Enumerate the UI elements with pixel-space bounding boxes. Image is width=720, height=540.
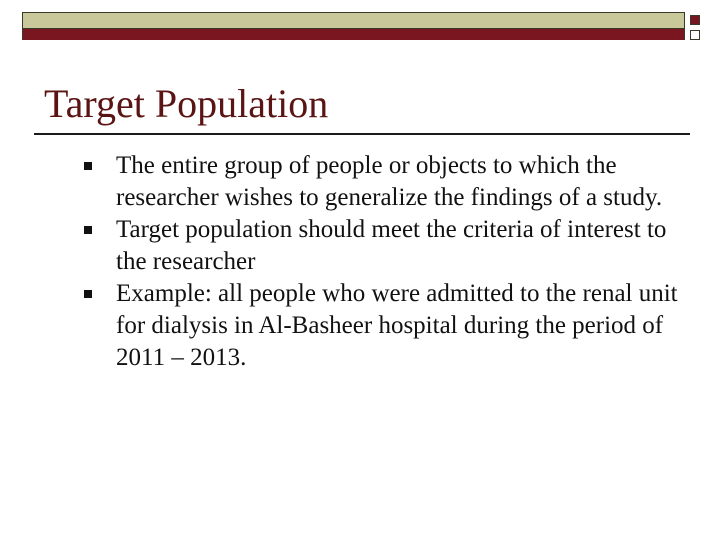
bullet-text: The entire group of people or objects to which the researcher wishes to generalize the findings of a study. (116, 152, 663, 211)
bullet-text: Target population should meet the criteria of interest to the researcher (116, 216, 667, 275)
header-bar-olive-stripe (22, 12, 685, 29)
square-bullet-icon (84, 226, 92, 234)
bullet-item (0, 150, 696, 214)
corner-square-outline (690, 30, 700, 40)
bullet-text: Example: all people who were admitted to the renal unit for dialysis in Al-Basheer hospital during the period of 2011 – 2013. (116, 280, 678, 371)
header-bar-maroon-stripe (22, 29, 685, 40)
square-bullet-icon (84, 162, 92, 170)
bullet-item (0, 278, 696, 374)
corner-square-filled (690, 15, 700, 25)
title-divider (34, 133, 690, 135)
slide-title: Target Population (44, 81, 329, 126)
bullet-item (0, 214, 696, 278)
square-bullet-icon (84, 290, 92, 298)
header-decoration-bar (22, 12, 685, 40)
bullet-list (0, 150, 720, 374)
